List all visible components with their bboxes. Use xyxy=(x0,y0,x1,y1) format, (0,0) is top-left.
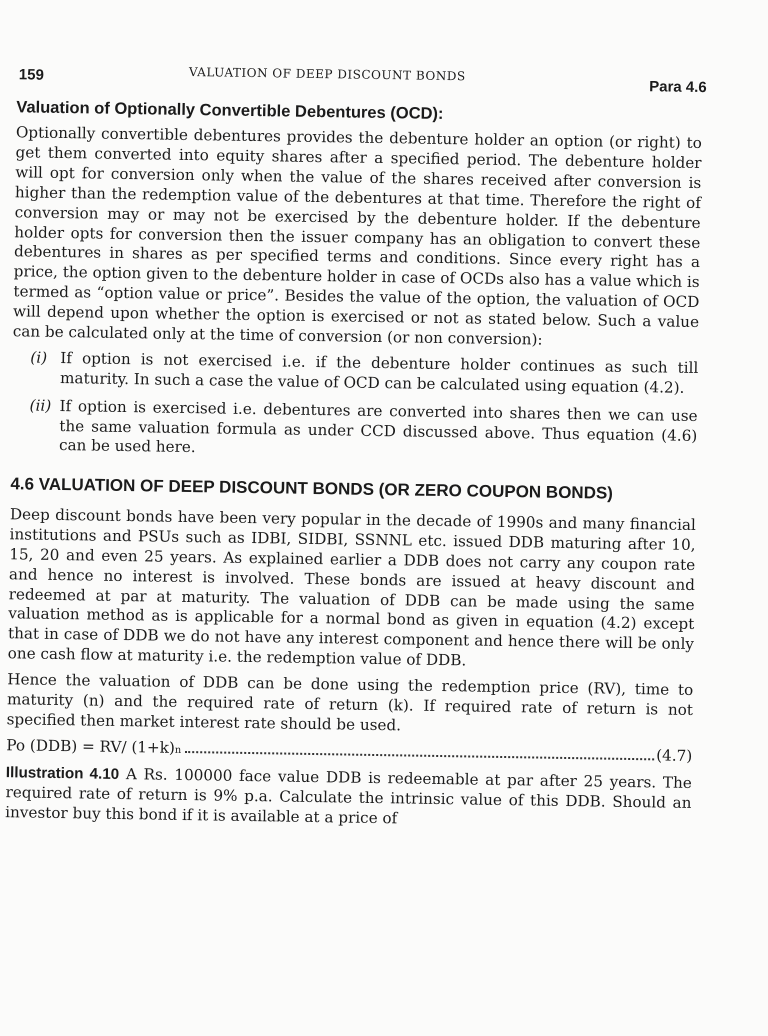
running-title: VALUATION OF DEEP DISCOUNT BONDS xyxy=(188,64,466,84)
page-content xyxy=(5,98,702,833)
list-item-text: If option is not exercised i.e. if the debenture holder continues as such till maturity. In such a case the value of OCD can be calculated using equation (4.2). xyxy=(59,348,699,397)
illustration-text: A Rs. 100000 face value DDB is redeemable at par after 25 years. The required rate of return is 9% p.a. Calculate the intrinsic value of this DDB. Should an investor buy this bond if it is available at a price of xyxy=(5,764,692,828)
list-item xyxy=(11,396,698,466)
list-item xyxy=(12,348,699,398)
page-number: 159 xyxy=(18,66,44,84)
page-header xyxy=(19,60,707,101)
formula-exponent: n xyxy=(174,744,182,756)
leader-dots xyxy=(185,751,654,760)
list-item-number: (i) xyxy=(30,348,48,367)
list-item-number: (ii) xyxy=(29,396,52,416)
ocd-paragraph: Optionally convertible debentures provides the debenture holder an option (or right) to get them converted into equity shares after a specified period. The debenture holder will opt for conversion only when the value of the shares received after conversion is higher than the redemption value of the debentures at that time. Therefore the right of conversion may or may not be exercised by the debenture holder. If the debenture holder opts for conversion then the issuer company has an obligation to convert these debentures in shares as per specified terms and conditions. Since every right has a price, the option given to the debenture holder in case of OCDs also has a value which is termed as “option value or price”. Besides the value of the option, the valuation of OCD will depend upon whether the option is exercised or not as stated below. Such a value can be calculated only at the time of conversion (or non conversion): xyxy=(12,123,702,349)
ddb-paragraph-2: Hence the valuation of DDB can be done using the redemption price (RV), time to maturity (n) and the required rate of return (k). If required rate of return is not specified then market interest rate should be used. xyxy=(6,670,694,735)
ocd-option-list xyxy=(11,348,699,466)
section-heading: 4.6 VALUATION OF DEEP DISCOUNT BONDS (OR ZERO COUPON BONDS) xyxy=(10,474,614,503)
ocd-heading: Valuation of Optionally Convertible Debentures (OCD): xyxy=(16,98,444,123)
illustration xyxy=(5,763,692,833)
equation-number: (4.7) xyxy=(656,746,693,765)
list-item-text: If option is exercised i.e. debentures are converted into shares then we can use the same valuation formula as under CCD discussed above. Thus equation (4.6) can be used here. xyxy=(58,397,698,457)
para-label: Para 4.6 xyxy=(649,78,707,97)
illustration-label: Illustration 4.10 xyxy=(5,764,120,783)
formula-lhs: Po (DDB) = RV/ (1+k) xyxy=(6,736,175,757)
ddb-paragraph-1: Deep discount bonds have been very popular in the decade of 1990s and many financial institutions and PSUs such as IDBI, SIDBI, SSNNL etc. issued DDB maturing after 10, 15, 20 and even 25 years. As explained earlier a DDB does not carry any coupon rate and hence no interest is involved. These bonds are issued at heavy discount and redeemed at par at maturity. The valuation of DDB can be made using the same valuation method as is applicable for a normal bond as given in equation (4.2) except that in case of DDB we do not have any interest component and hence there will be only one cash flow at maturity i.e. the redemption value of DDB. xyxy=(7,505,696,670)
